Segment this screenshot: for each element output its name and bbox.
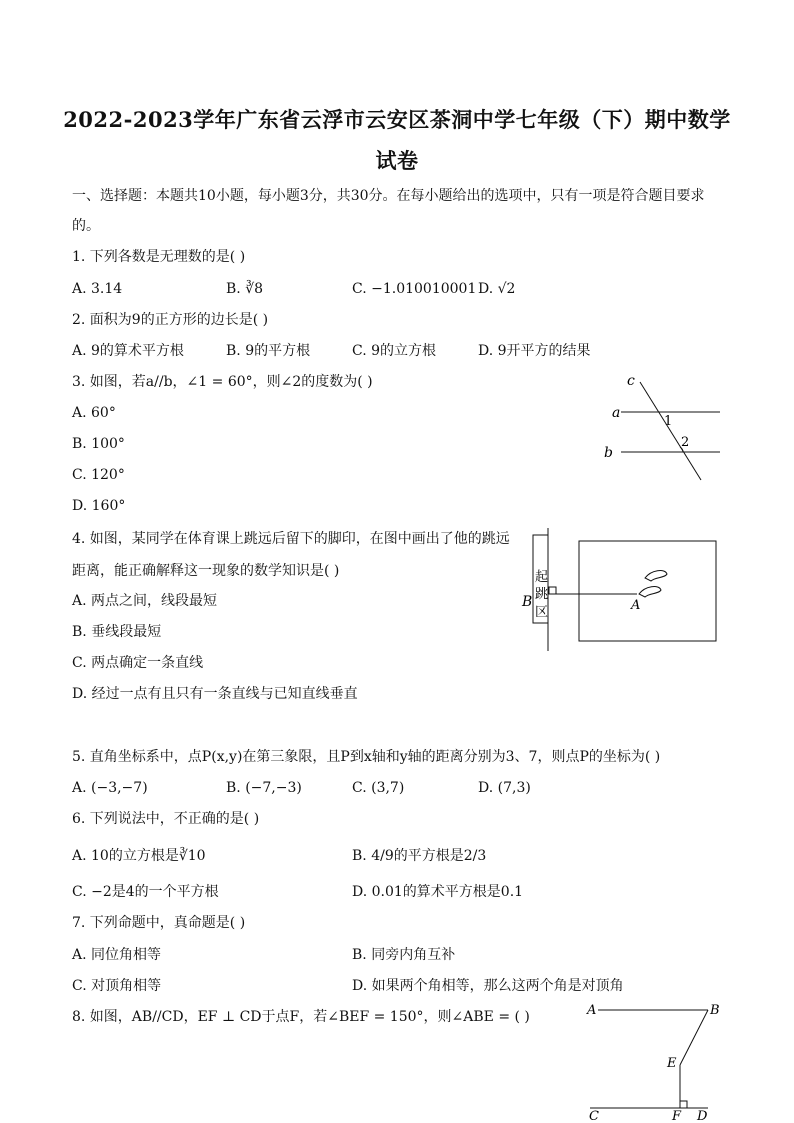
q3-stem: 3. 如图，若a//b，∠1 = 60°，则∠2的度数为( ) [72,374,373,390]
label-D: D [697,1109,708,1123]
q2-option-c: C. 9的立方根 [352,343,437,359]
q7-option-c: C. 对顶角相等 [72,978,162,994]
q3-option-a: A. 60° [72,405,116,421]
title-line2: 试卷 [375,148,419,173]
q5-option-b: B. (−7,−3) [226,780,302,796]
q1-option-b: B. ∛8 [226,281,264,297]
right-angle-mark [549,587,556,594]
q4-option-d: D. 经过一点有且只有一条直线与已知直线垂直 [72,686,358,702]
label-a: a [612,405,621,421]
label-B: B [710,1003,720,1018]
figure-ab-cd [580,998,720,1123]
q7-option-b: B. 同旁内角互补 [352,947,456,963]
q7-option-d: D. 如果两个角相等，那么这两个角是对顶角 [352,978,624,994]
q4-option-c: C. 两点确定一条直线 [72,655,204,671]
sandpit [579,541,716,641]
q7-option-a: A. 同位角相等 [72,947,162,963]
q1-option-c: C. −1.010010001 [352,281,477,297]
q7-stem: 7. 下列命题中，真命题是( ) [72,915,246,931]
label-C: C [589,1109,599,1123]
right-angle-mark-F [680,1101,687,1108]
q5-option-a: A. (−3,−7) [72,780,148,796]
q3-option-c: C. 120° [72,467,125,483]
q6-stem: 6. 下列说法中，不正确的是( ) [72,811,260,827]
segment-BE [680,1010,708,1065]
q4-option-b: B. 垂线段最短 [72,624,162,640]
figure-long-jump [515,528,725,656]
zone-char-1: 起 [535,570,549,585]
zone-char-2: 跳 [535,587,549,602]
q3-option-b: B. 100° [72,436,125,452]
q1-option-a: A. 3.14 [72,281,123,297]
q2-option-a: A. 9的算术平方根 [72,343,184,359]
q4-option-a: A. 两点之间，线段最短 [72,593,218,609]
q3-option-d: D. 160° [72,498,126,514]
label-angle-2: 2 [681,435,690,450]
label-E: E [667,1056,677,1071]
title-line1: 2022-2023学年广东省云浮市云安区茶洞中学七年级（下）期中数学 [63,107,731,132]
footprint-upper [645,571,667,581]
label-A: A [631,598,641,613]
label-F: F [672,1109,682,1123]
q5-option-c: C. (3,7) [352,780,405,796]
figure-parallel-lines [595,370,725,490]
q6-option-d: D. 0.01的算术平方根是0.1 [352,884,524,900]
q4-stem-line1: 4. 如图，某同学在体育课上跳远后留下的脚印，在图中画出了他的跳远 [72,531,510,547]
zone-char-3: 区 [535,605,549,620]
q5-stem: 5. 直角坐标系中，点P(x,y)在第三象限，且P到x轴和y轴的距离分别为3、7，则点P的坐标为( ) [72,749,661,765]
q6-option-a: A. 10的立方根是∛10 [72,848,206,864]
footprint-lower [639,587,661,597]
q6-option-b: B. 4/9的平方根是2/3 [352,848,487,864]
q8-stem: 8. 如图，AB//CD，EF ⊥ CD于点F，若∠BEF = 150°，则∠ABE = ( ) [72,1009,530,1025]
q2-option-d: D. 9开平方的结果 [478,343,591,359]
q1-option-d: D. √2 [478,281,516,297]
section-heading-line1: 一、选择题：本题共10小题，每小题3分，共30分。在每小题给出的选项中，只有一项是符合题目要求 [72,188,705,204]
q6-option-c: C. −2是4的一个平方根 [72,884,219,900]
line-c [640,382,701,480]
section-heading-line2: 的。 [72,218,100,234]
q2-option-b: B. 9的平方根 [226,343,311,359]
q2-stem: 2. 面积为9的正方形的边长是( ) [72,312,269,328]
label-angle-1: 1 [664,414,673,429]
label-c: c [627,373,635,389]
q1-stem: 1. 下列各数是无理数的是( ) [72,249,246,265]
q4-stem-line2: 距离，能正确解释这一现象的数学知识是( ) [72,563,340,579]
label-A: A [587,1003,597,1018]
label-B: B [522,594,533,610]
label-b: b [604,445,613,461]
q5-option-d: D. (7,3) [478,780,531,796]
